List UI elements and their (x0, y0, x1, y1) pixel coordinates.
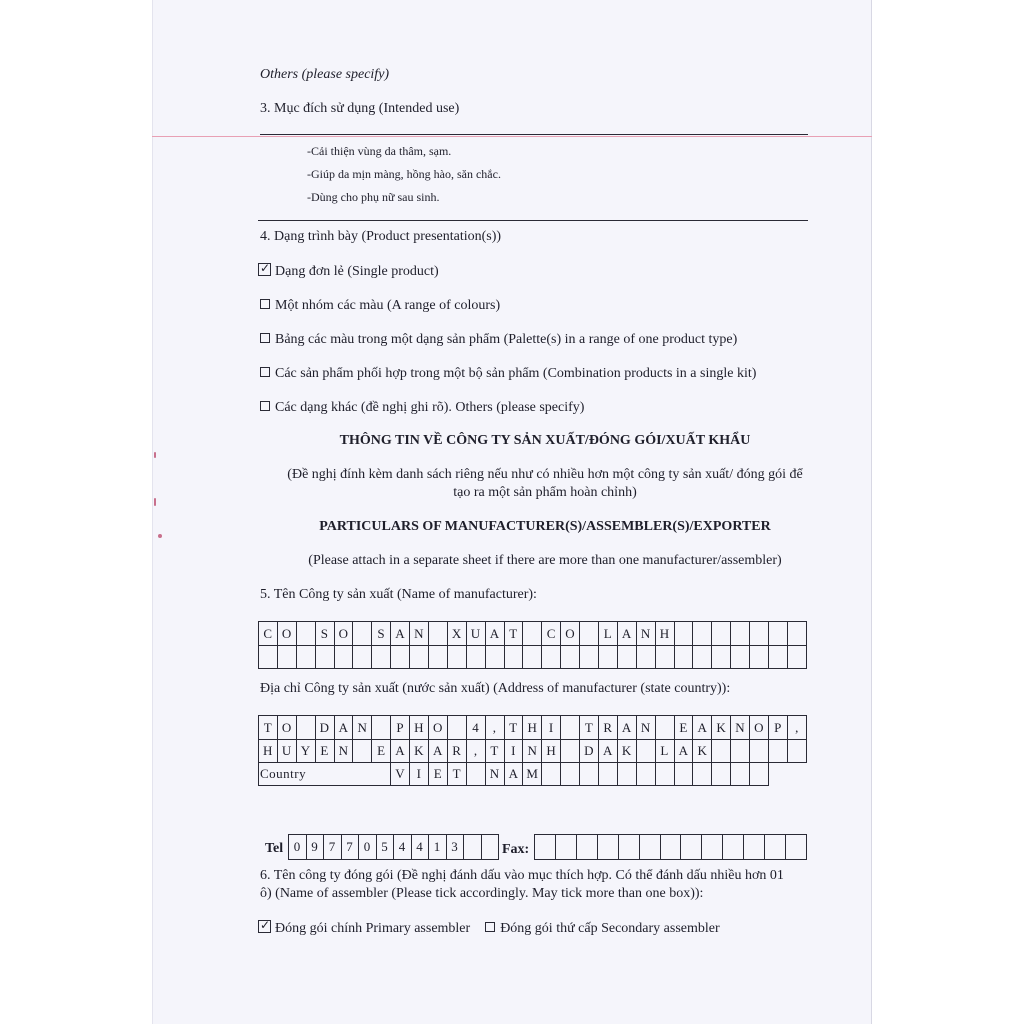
grid-cell[interactable] (693, 646, 712, 669)
grid-cell[interactable]: 4 (466, 716, 485, 740)
grid-cell[interactable]: H (655, 622, 674, 646)
grid-cell[interactable] (523, 622, 542, 646)
grid-cell[interactable] (523, 646, 542, 669)
grid-cell[interactable] (674, 622, 693, 646)
grid-cell[interactable] (372, 646, 391, 669)
grid-cell[interactable] (723, 835, 744, 860)
grid-cell[interactable]: R (599, 716, 618, 740)
margin-mark (158, 534, 162, 538)
checkbox-icon[interactable] (485, 922, 495, 932)
grid-cell[interactable]: T (504, 716, 523, 740)
grid-cell[interactable] (693, 622, 712, 646)
grid-cell[interactable] (731, 646, 750, 669)
grid-cell[interactable] (481, 835, 499, 860)
grid-cell[interactable] (636, 763, 655, 786)
grid-cell[interactable] (750, 622, 769, 646)
grid-cell[interactable] (750, 740, 769, 763)
tel-grid[interactable] (288, 834, 499, 860)
grid-cell[interactable] (353, 740, 372, 763)
grid-cell[interactable] (542, 763, 561, 786)
grid-cell[interactable] (787, 740, 806, 763)
grid-cell[interactable] (580, 763, 599, 786)
grid-cell[interactable]: N (334, 740, 353, 763)
grid-cell[interactable] (466, 763, 485, 786)
address-label: Địa chỉ Công ty sản xuất (nước sản xuất) (Address of manufacturer (state country)): (260, 681, 731, 696)
grid-cell[interactable] (259, 646, 278, 669)
grid-cell[interactable]: 4 (411, 835, 429, 860)
grid-cell[interactable] (617, 646, 636, 669)
grid-cell[interactable]: O (277, 716, 296, 740)
grid-cell[interactable]: R (447, 740, 466, 763)
grid-cell[interactable] (296, 646, 315, 669)
grid-cell[interactable]: U (277, 740, 296, 763)
grid-cell[interactable] (464, 835, 482, 860)
grid-cell[interactable] (693, 763, 712, 786)
grid-cell[interactable]: V (391, 763, 410, 786)
grid-cell[interactable]: 9 (306, 835, 324, 860)
grid-cell[interactable]: O (429, 716, 448, 740)
grid-cell[interactable]: 7 (341, 835, 359, 860)
grid-cell[interactable] (681, 835, 702, 860)
form-page (152, 0, 872, 1024)
grid-cell[interactable] (750, 763, 769, 786)
grid-cell[interactable] (702, 835, 723, 860)
grid-cell[interactable] (561, 740, 580, 763)
grid-cell[interactable] (655, 716, 674, 740)
grid-cell[interactable]: 5 (376, 835, 394, 860)
grid-cell[interactable] (580, 622, 599, 646)
grid-row (535, 835, 807, 860)
checkbox-checked-icon[interactable]: ✓ (260, 261, 271, 275)
grid-cell[interactable] (769, 622, 788, 646)
grid-cell[interactable] (485, 646, 504, 669)
grid-cell[interactable] (296, 622, 315, 646)
grid-cell[interactable]: H (523, 716, 542, 740)
grid-cell[interactable]: C (259, 622, 278, 646)
grid-cell[interactable]: H (259, 740, 278, 763)
grid-cell[interactable] (750, 646, 769, 669)
grid-row (259, 622, 807, 646)
presentation-option-single[interactable]: ✓ Dạng đơn lẻ (Single product) (260, 261, 439, 279)
grid-cell[interactable]: 0 (289, 835, 307, 860)
grid-cell[interactable] (429, 622, 448, 646)
grid-cell[interactable] (447, 716, 466, 740)
grid-cell[interactable] (744, 835, 765, 860)
grid-cell[interactable]: T (447, 763, 466, 786)
section6-title-line1: 6. Tên công ty đóng gói (Đề nghị đánh dấu vào mục thích hợp. Có thể đánh dấu nhiều hơn 01 (260, 868, 784, 883)
grid-cell[interactable]: N (523, 740, 542, 763)
grid-cell[interactable]: N (636, 716, 655, 740)
grid-cell[interactable] (277, 646, 296, 669)
divider (260, 134, 808, 135)
grid-cell[interactable]: X (447, 622, 466, 646)
grid-cell[interactable] (391, 646, 410, 669)
grid-cell[interactable] (731, 622, 750, 646)
grid-cell[interactable]: 7 (324, 835, 342, 860)
grid-cell[interactable]: 1 (429, 835, 447, 860)
grid-cell[interactable]: 4 (394, 835, 412, 860)
grid-cell[interactable]: K (617, 740, 636, 763)
grid-cell[interactable]: A (674, 740, 693, 763)
grid-cell[interactable]: K (712, 716, 731, 740)
margin-mark (154, 452, 156, 458)
grid-cell[interactable] (466, 646, 485, 669)
grid-cell[interactable] (712, 740, 731, 763)
grid-cell[interactable] (674, 763, 693, 786)
grid-cell[interactable] (447, 646, 466, 669)
grid-cell[interactable]: T (504, 622, 523, 646)
divider (258, 220, 808, 221)
grid-cell[interactable]: N (353, 716, 372, 740)
presentation-option-others[interactable]: Các dạng khác (đề nghị ghi rõ). Others (please specify) (260, 400, 584, 416)
grid-cell[interactable]: , (787, 716, 806, 740)
grid-cell[interactable] (769, 646, 788, 669)
grid-cell[interactable] (334, 646, 353, 669)
grid-cell[interactable]: A (485, 622, 504, 646)
grid-cell[interactable] (599, 646, 618, 669)
grid-cell[interactable] (787, 646, 806, 669)
grid-cell[interactable] (372, 716, 391, 740)
grid-cell[interactable]: T (485, 740, 504, 763)
section4-title: 4. Dạng trình bày (Product presentation(s)) (260, 229, 502, 244)
grid-cell[interactable]: L (599, 622, 618, 646)
grid-cell[interactable]: O (334, 622, 353, 646)
checkbox-icon[interactable] (260, 299, 270, 309)
grid-cell[interactable]: P (769, 716, 788, 740)
grid-cell[interactable]: S (372, 622, 391, 646)
grid-cell[interactable] (429, 646, 448, 669)
checkbox-icon[interactable] (260, 333, 270, 343)
grid-row (259, 716, 807, 740)
grid-cell[interactable]: M (523, 763, 542, 786)
tel-label: Tel (265, 841, 284, 856)
grid-cell[interactable]: 0 (359, 835, 377, 860)
grid-cell[interactable]: A (693, 716, 712, 740)
grid-cell[interactable]: S (315, 622, 334, 646)
primary-assembler-label[interactable]: Đóng gói chính Primary assembler (275, 921, 471, 936)
grid-cell[interactable]: H (410, 716, 429, 740)
grid-cell[interactable] (599, 763, 618, 786)
grid-cell[interactable]: E (315, 740, 334, 763)
grid-cell[interactable]: I (542, 716, 561, 740)
grid-cell[interactable]: E (372, 740, 391, 763)
grid-cell[interactable] (618, 835, 639, 860)
grid-row (289, 835, 499, 860)
grid-cell[interactable]: , (485, 716, 504, 740)
grid-cell[interactable]: I (410, 763, 429, 786)
grid-cell[interactable]: Y (296, 740, 315, 763)
others-specify-text: Others (please specify) (260, 67, 390, 82)
grid-cell[interactable] (561, 716, 580, 740)
checkbox-checked-icon[interactable]: ✓ (260, 918, 271, 932)
manufacturer-address-grid[interactable] (258, 715, 807, 786)
grid-cell[interactable]: T (580, 716, 599, 740)
grid-cell[interactable]: E (429, 763, 448, 786)
grid-cell[interactable]: N (410, 622, 429, 646)
grid-cell[interactable] (639, 835, 660, 860)
grid-cell[interactable]: N (485, 763, 504, 786)
section6-title-line2: ô) (Name of assembler (Please tick accordingly. May tick more than one box)): (260, 886, 704, 901)
grid-cell[interactable] (597, 835, 618, 860)
grid-cell[interactable] (542, 646, 561, 669)
grid-cell[interactable]: A (617, 622, 636, 646)
company-info-heading-en: PARTICULARS OF MANUFACTURER(S)/ASSEMBLER(S)/EXPORTER (319, 519, 771, 534)
assembler-options (258, 920, 720, 937)
grid-cell[interactable] (580, 646, 599, 669)
grid-cell[interactable] (636, 740, 655, 763)
grid-cell[interactable] (353, 646, 372, 669)
grid-cell[interactable]: A (334, 716, 353, 740)
country-label: Country (259, 763, 391, 786)
grid-cell[interactable] (535, 835, 556, 860)
grid-cell[interactable]: P (391, 716, 410, 740)
grid-cell[interactable]: O (561, 622, 580, 646)
grid-cell[interactable] (410, 646, 429, 669)
grid-cell[interactable] (636, 646, 655, 669)
grid-cell[interactable] (712, 646, 731, 669)
grid-cell[interactable] (655, 763, 674, 786)
grid-cell[interactable] (787, 622, 806, 646)
grid-cell[interactable] (660, 835, 681, 860)
grid-cell[interactable] (769, 740, 788, 763)
grid-cell[interactable] (712, 763, 731, 786)
grid-cell[interactable] (561, 763, 580, 786)
grid-cell[interactable]: A (429, 740, 448, 763)
intended-use-item: -Giúp da mịn màng, hồng hào, săn chắc. (307, 167, 501, 181)
grid-cell[interactable]: A (504, 763, 523, 786)
grid-cell[interactable] (765, 835, 786, 860)
grid-cell[interactable]: E (674, 716, 693, 740)
grid-cell[interactable]: C (542, 622, 561, 646)
grid-cell[interactable]: N (731, 716, 750, 740)
grid-cell[interactable] (786, 835, 807, 860)
presentation-option-palette[interactable]: Bảng các màu trong một dạng sản phẩm (Palette(s) in a range of one product type) (260, 332, 737, 348)
grid-cell[interactable] (655, 646, 674, 669)
company-info-note-vi-line2: tạo ra một sản phẩm hoàn chỉnh) (453, 485, 637, 500)
company-info-note-vi-line1: (Đề nghị đính kèm danh sách riêng nếu như có nhiều hơn một công ty sản xuất/ đóng gói để (287, 467, 803, 482)
grid-cell[interactable]: I (504, 740, 523, 763)
grid-cell[interactable]: N (636, 622, 655, 646)
company-info-note-en: (Please attach in a separate sheet if there are more than one manufacturer/assembler) (308, 553, 782, 568)
grid-cell[interactable]: A (391, 740, 410, 763)
grid-cell[interactable] (555, 835, 576, 860)
grid-cell[interactable]: D (580, 740, 599, 763)
grid-cell[interactable]: A (391, 622, 410, 646)
grid-row (259, 646, 807, 669)
grid-cell[interactable] (731, 740, 750, 763)
presentation-option-kit[interactable]: Các sản phẩm phối hợp trong một bộ sản phẩm (Combination products in a single kit) (260, 366, 756, 382)
presentation-option-colours[interactable]: Một nhóm các màu (A range of colours) (260, 298, 500, 314)
grid-cell[interactable]: L (655, 740, 674, 763)
checkbox-icon[interactable] (260, 401, 270, 411)
grid-cell[interactable] (731, 763, 750, 786)
grid-cell[interactable] (674, 646, 693, 669)
grid-cell[interactable] (576, 835, 597, 860)
manufacturer-name-grid[interactable] (258, 621, 807, 669)
section3-title: 3. Mục đích sử dụng (Intended use) (260, 101, 460, 116)
grid-cell[interactable] (296, 716, 315, 740)
grid-cell[interactable]: D (315, 716, 334, 740)
section5-title: 5. Tên Công ty sản xuất (Name of manufacturer): (260, 587, 537, 602)
grid-cell[interactable]: K (410, 740, 429, 763)
secondary-assembler-label[interactable]: Đóng gói thứ cấp Secondary assembler (500, 921, 720, 936)
grid-cell[interactable] (315, 646, 334, 669)
grid-row (259, 763, 807, 786)
grid-cell[interactable]: K (693, 740, 712, 763)
grid-cell[interactable]: O (277, 622, 296, 646)
intended-use-item: -Cải thiện vùng da thâm, sạm. (307, 144, 452, 158)
margin-mark (154, 498, 156, 506)
grid-cell[interactable] (712, 622, 731, 646)
margin-guide-line (152, 136, 872, 137)
checkbox-icon[interactable] (260, 367, 270, 377)
grid-cell[interactable]: T (259, 716, 278, 740)
grid-cell[interactable]: H (542, 740, 561, 763)
grid-cell[interactable]: A (617, 716, 636, 740)
grid-cell[interactable] (561, 646, 580, 669)
grid-cell[interactable] (617, 763, 636, 786)
grid-cell[interactable] (504, 646, 523, 669)
grid-cell[interactable] (353, 622, 372, 646)
grid-cell[interactable]: 3 (446, 835, 464, 860)
company-info-heading-vi: THÔNG TIN VỀ CÔNG TY SẢN XUẤT/ĐÓNG GÓI/XUẤT KHẨU (339, 433, 751, 448)
fax-label: Fax: (502, 842, 530, 857)
intended-use-item: -Dùng cho phụ nữ sau sinh. (307, 190, 440, 204)
grid-row (259, 740, 807, 763)
grid-cell[interactable]: , (466, 740, 485, 763)
grid-cell[interactable]: O (750, 716, 769, 740)
grid-cell[interactable]: A (599, 740, 618, 763)
grid-cell[interactable]: U (466, 622, 485, 646)
fax-grid[interactable] (534, 834, 807, 860)
